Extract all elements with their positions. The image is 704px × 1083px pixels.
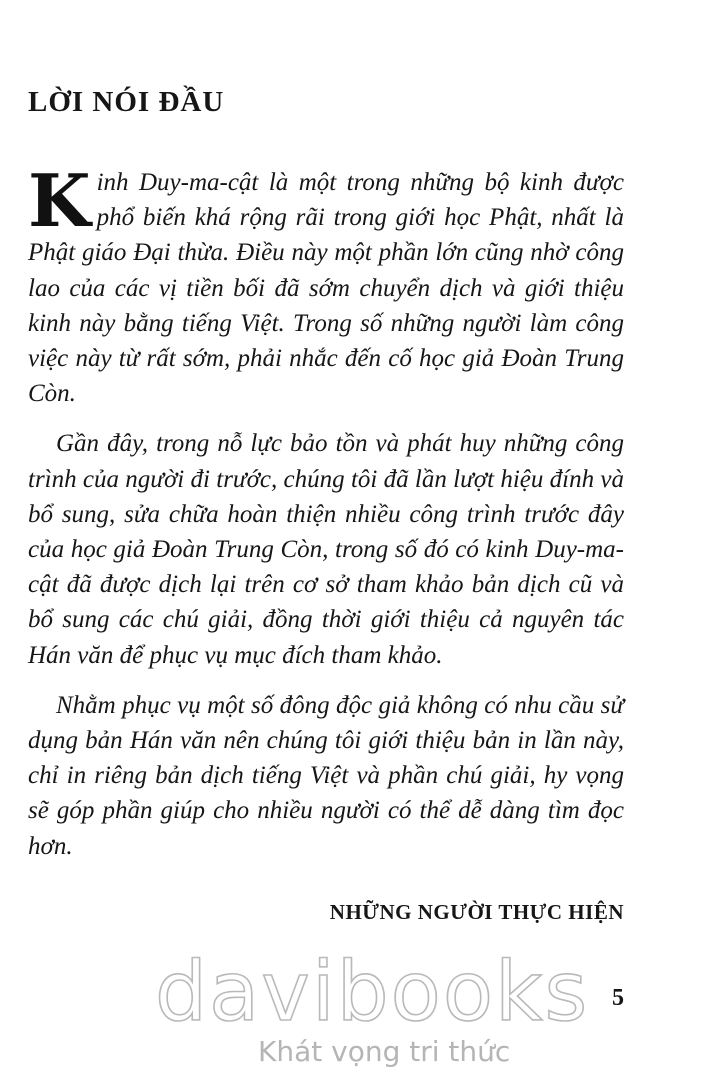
paragraph-3: Nhằm phục vụ một số đông độc giả không có nhu cầu sử dụng bản Hán văn nên chúng tôi giới thiệu bản in lần này, chỉ in riêng bản dịch tiếng Việt và phần chú giải, hy vọng sẽ góp phần giúp cho nhiều người có thể dễ dàng tìm đọc hơn. <box>28 691 624 860</box>
paragraph-2: Gần đây, trong nỗ lực bảo tồn và phát huy những công trình của người đi trước, chúng tôi đã lần lượt hiệu đính và bổ sung, sửa chữa hoàn thiện nhiều công trình trước đây của học giả Đoàn Trung Còn, trong số đó có kinh Duy-ma-cật đã được dịch lại trên cơ sở tham khảo bản dịch cũ và bổ sung các chú giải, đồng thời giới thiệu cả nguyên tác Hán văn để phục vụ mục đích tham khảo. <box>28 430 624 669</box>
signature: NHỮNG NGƯỜI THỰC HIỆN <box>329 900 624 924</box>
paragraph-1-text: inh Duy-ma-cật là một trong những bộ kinh được phổ biến khá rộng rãi trong giới học Phật, nhất là Phật giáo Đại thừa. Điều này một phần lớn cũng nhờ công lao của các vị tiền bối đã sớm chuyển dịch và giới thiệu kinh này bằng tiếng Việt. Trong số những người làm công việc này từ rất sớm, phải nhắc đến cố học giả Đoàn Trung Còn. <box>28 169 624 408</box>
page-title: LỜI NÓI ĐẦU <box>28 86 225 118</box>
paragraph-1 <box>28 158 624 411</box>
watermark-logo: davibooks <box>155 945 590 1040</box>
page-number: 5 <box>612 985 624 1011</box>
foreword-body <box>28 158 624 879</box>
drop-cap: K <box>28 158 91 243</box>
watermark-slogan: Khát vọng tri thức <box>258 1035 511 1068</box>
